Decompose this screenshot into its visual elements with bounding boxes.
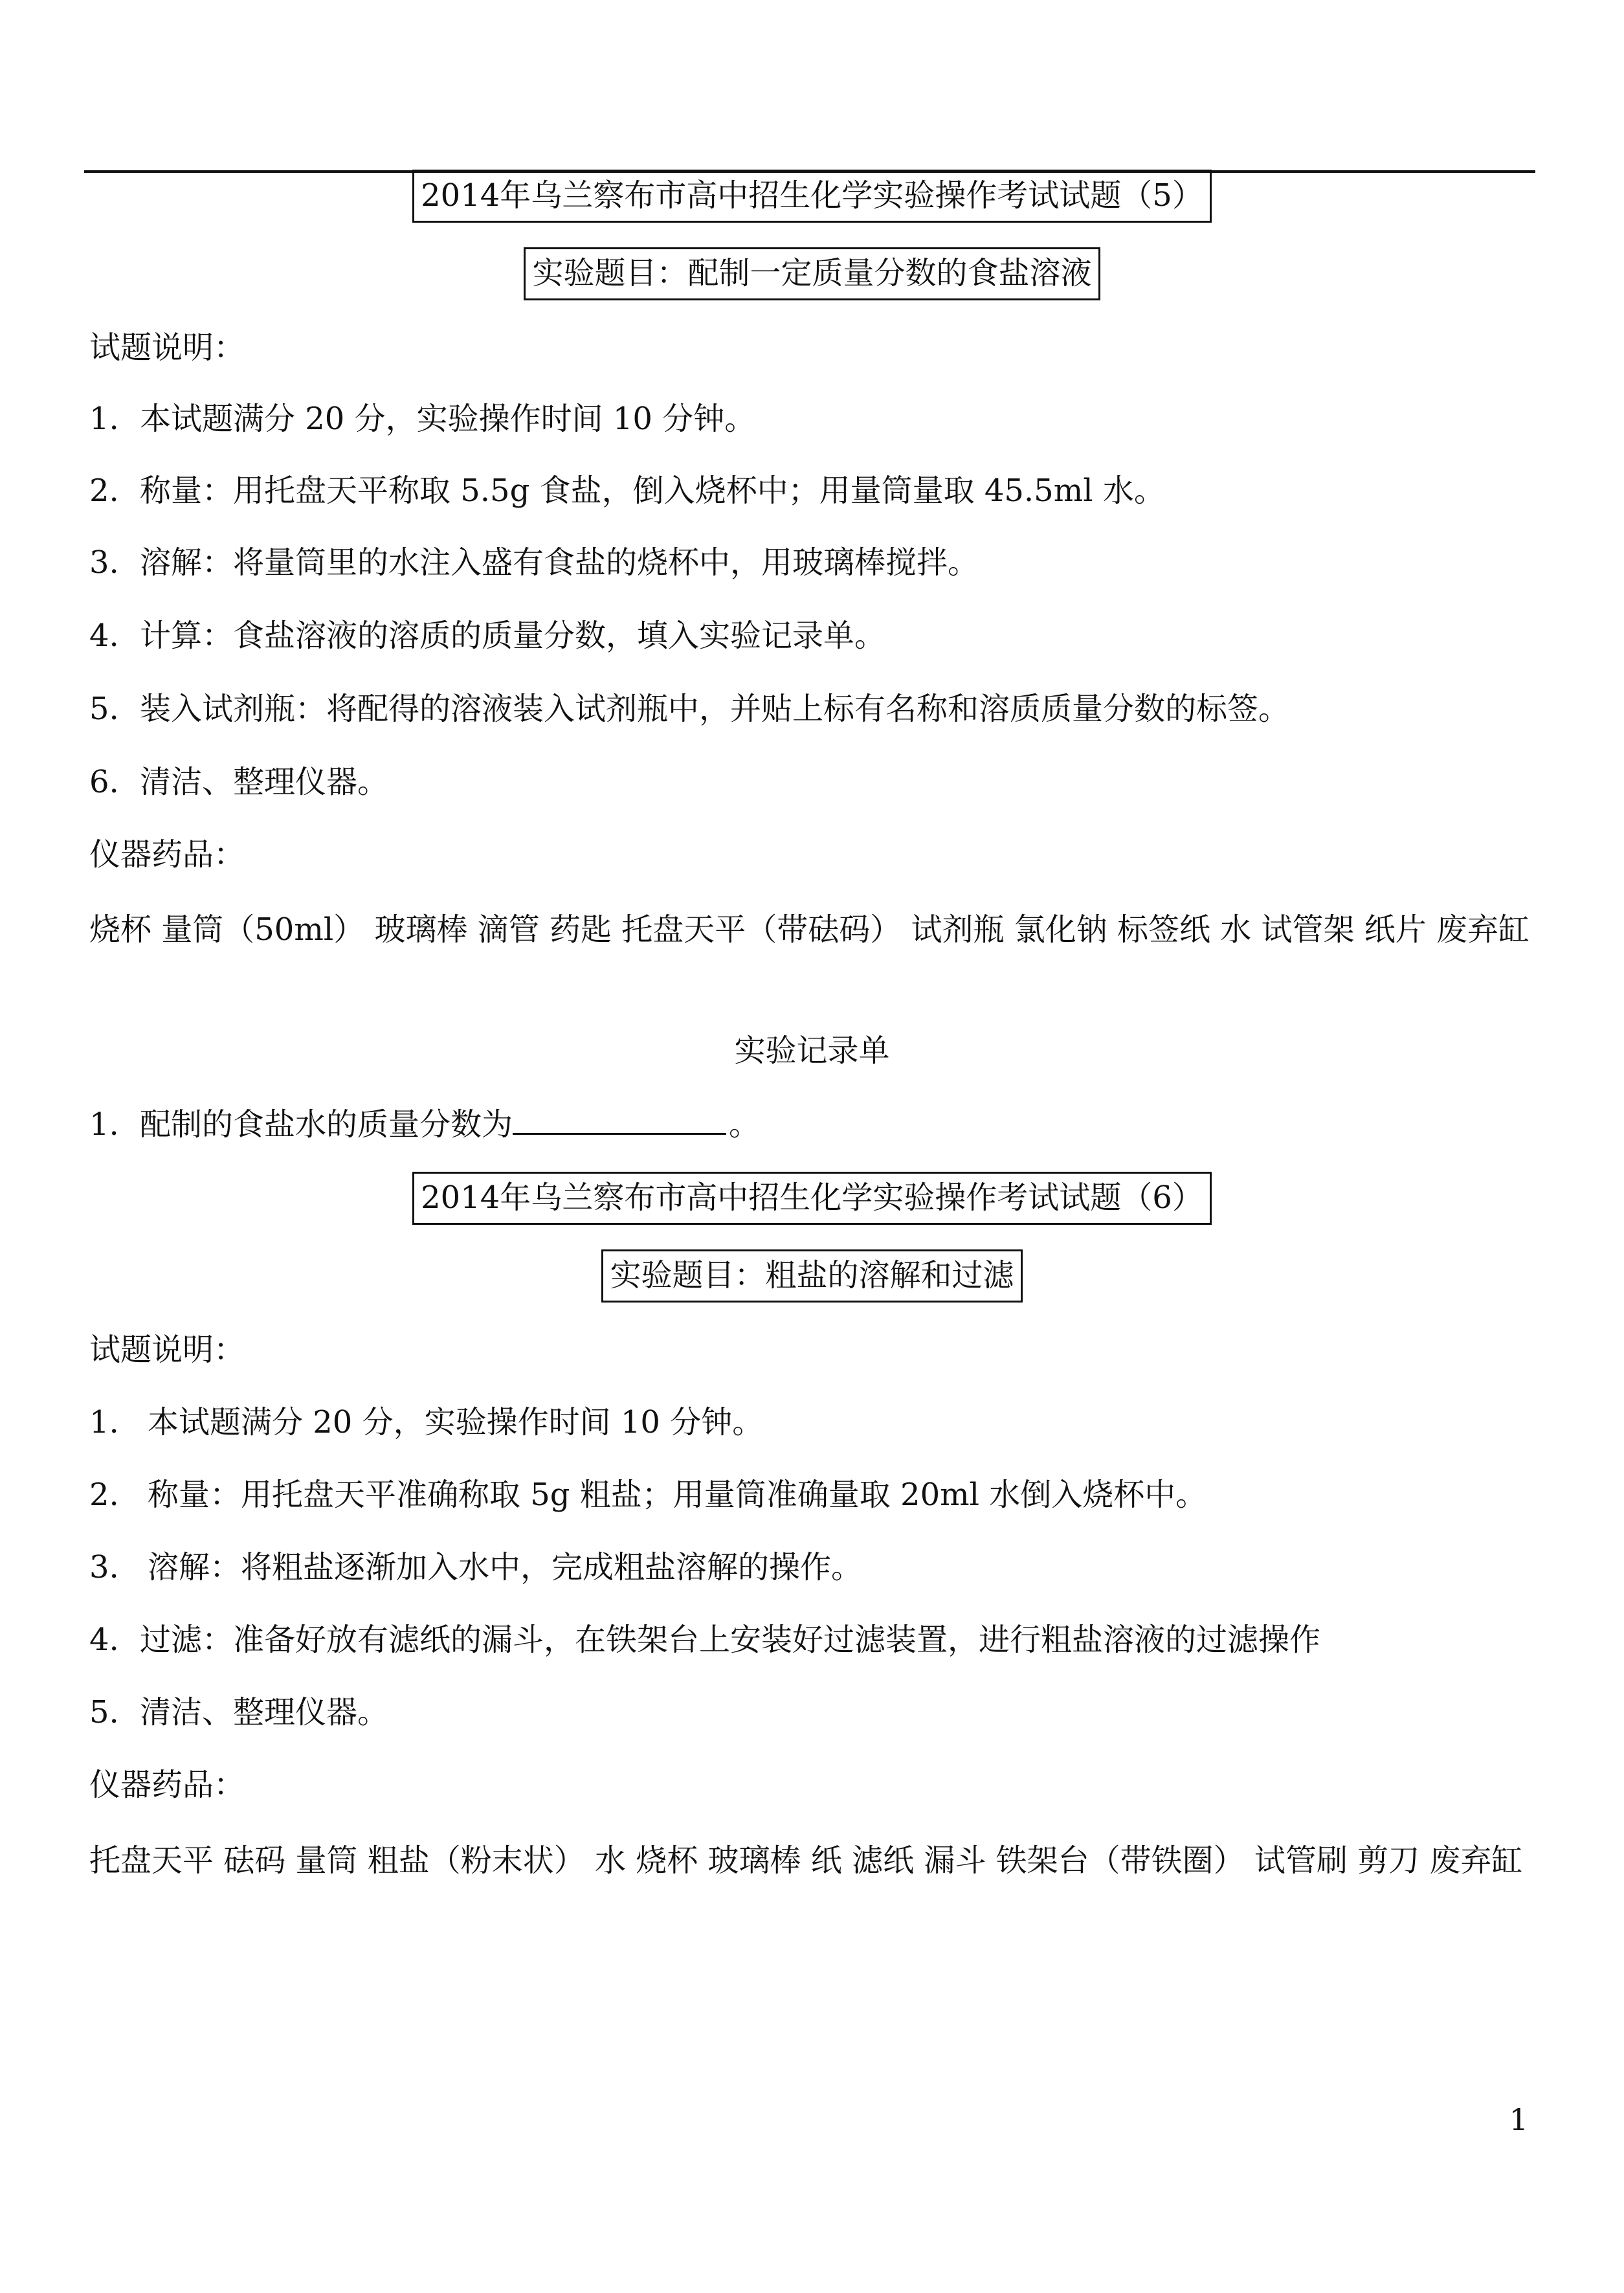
item-number: 3.: [89, 544, 119, 581]
test6-instruction-2: [89, 1473, 1207, 1516]
item-text: 本试题满分 20 分，实验操作时间 10 分钟。: [148, 1404, 764, 1440]
page-number: 1: [1509, 2102, 1528, 2137]
item-text: 溶解：将量筒里的水注入盛有食盐的烧杯中，用玻璃棒搅拌。: [140, 544, 979, 581]
test6-title-row: [0, 1172, 1624, 1225]
item-text: 清洁、整理仪器。: [140, 764, 389, 800]
test5-title: 2014年乌兰察布市高中招生化学实验操作考试试题（5）: [412, 170, 1212, 223]
item-text: 称量：用托盘天平准确称取 5g 粗盐；用量筒准确量取 20ml 水倒入烧杯中。: [148, 1477, 1207, 1513]
item-text: 本试题满分 20 分，实验操作时间 10 分钟。: [140, 401, 756, 437]
test6-title: 2014年乌兰察布市高中招生化学实验操作考试试题（6）: [412, 1172, 1212, 1225]
item-number: 4.: [89, 1622, 119, 1658]
test6-materials: 托盘天平 砝码 量筒 粗盐（粉末状） 水 烧杯 玻璃棒 纸 滤纸 漏斗 铁架台（带铁圈） 试管刷 剪刀 废弃缸: [89, 1842, 1523, 1879]
test5-title-row: [0, 170, 1624, 223]
test5-record-heading: 实验记录单: [734, 1033, 890, 1069]
item-number: 2.: [89, 1477, 119, 1513]
test5-instruction-1: [89, 397, 755, 440]
test5-record-heading-row: [0, 1029, 1624, 1072]
test5-subject: 实验题目：配制一定质量分数的食盐溶液: [524, 247, 1100, 300]
test6-instruction-5: [89, 1691, 388, 1734]
record-item-text: 配制的食盐水的质量分数为: [140, 1106, 513, 1143]
test5-instruction-2: [89, 469, 1165, 512]
answer-blank: [513, 1107, 726, 1135]
item-text: 溶解：将粗盐逐渐加入水中，完成粗盐溶解的操作。: [148, 1549, 863, 1585]
test5-materials-heading: 仪器药品：: [89, 836, 245, 873]
test5-record-item: [89, 1103, 760, 1146]
test6-subject: 实验题目：粗盐的溶解和过滤: [601, 1249, 1022, 1303]
item-text: 过滤：准备好放有滤纸的漏斗，在铁架台上安装好过滤装置，进行粗盐溶液的过滤操作: [140, 1622, 1321, 1658]
item-number: 2.: [89, 473, 119, 509]
test6-materials-heading: 仪器药品：: [89, 1767, 245, 1803]
test5-instruction-6: [89, 761, 388, 803]
item-number: 6.: [89, 764, 119, 800]
test6-subject-row: [0, 1249, 1624, 1303]
test5-instructions-heading: 试题说明：: [89, 330, 245, 366]
test6-instruction-1: [89, 1401, 763, 1444]
item-number: 5.: [89, 1694, 119, 1730]
item-text: 称量：用托盘天平称取 5.5g 食盐，倒入烧杯中；用量筒量取 45.5ml 水。: [140, 473, 1165, 509]
test6-instruction-4: [89, 1618, 1320, 1661]
record-item-end: 。: [729, 1106, 761, 1143]
test5-subject-row: [0, 247, 1624, 300]
item-number: 1.: [89, 1404, 119, 1440]
test5-instruction-3: [89, 541, 979, 584]
item-number: 5.: [89, 691, 119, 727]
item-text: 装入试剂瓶：将配得的溶液装入试剂瓶中，并贴上标有名称和溶质质量分数的标签。: [140, 691, 1290, 727]
test5-instruction-4: [89, 614, 885, 657]
item-number: 4.: [89, 618, 119, 654]
item-text: 计算：食盐溶液的溶质的质量分数，填入实验记录单。: [140, 618, 886, 654]
test5-instruction-5: [89, 688, 1289, 730]
item-number: 1.: [89, 1106, 119, 1143]
test6-instructions-heading: 试题说明：: [89, 1332, 245, 1368]
item-number: 1.: [89, 401, 119, 437]
item-text: 清洁、整理仪器。: [140, 1694, 389, 1730]
test5-materials: 烧杯 量筒（50ml） 玻璃棒 滴管 药匙 托盘天平（带砝码） 试剂瓶 氯化钠 标签纸 水 试管架 纸片 废弃缸: [89, 912, 1530, 948]
test6-instruction-3: [89, 1546, 862, 1589]
item-number: 3.: [89, 1549, 119, 1585]
